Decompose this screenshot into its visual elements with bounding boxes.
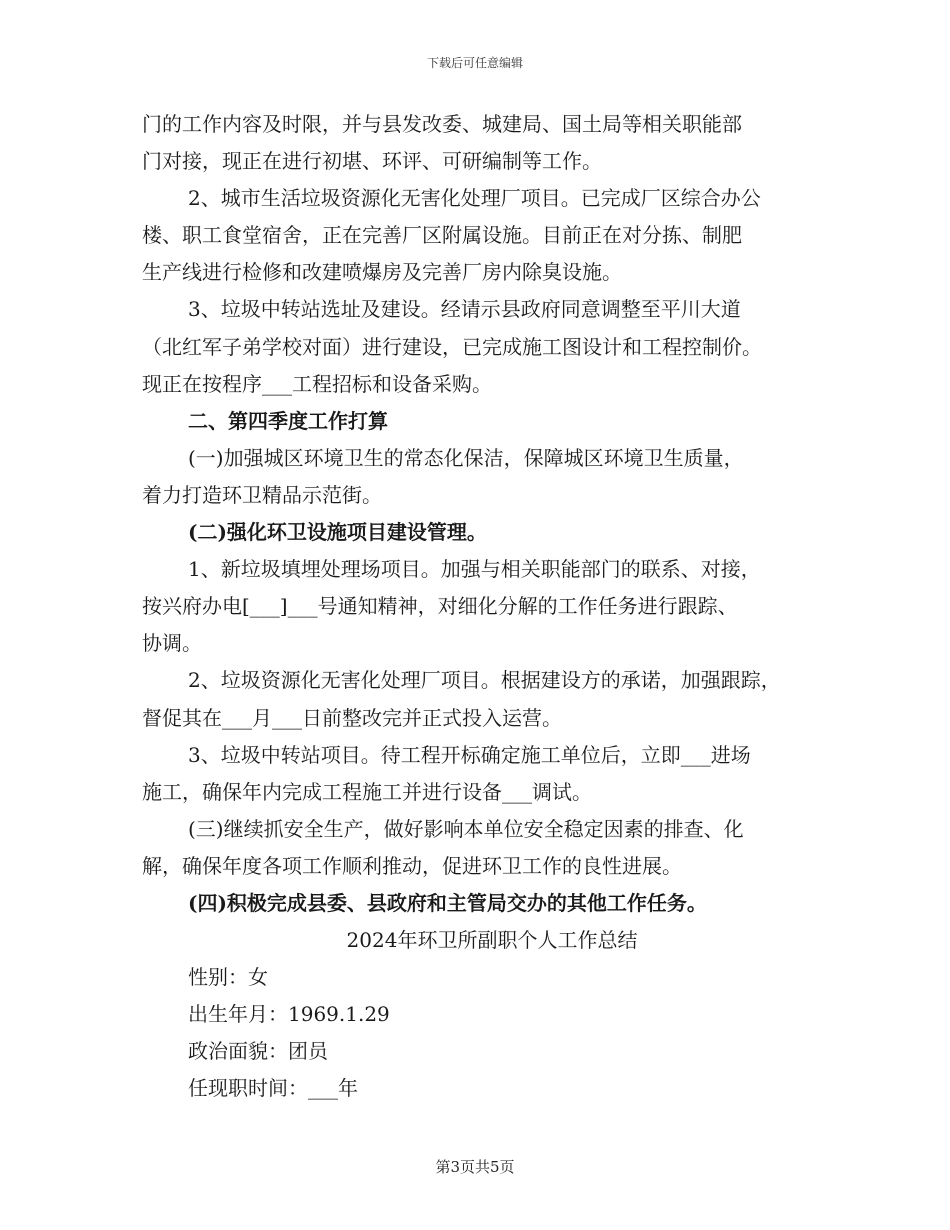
subsection-heading: (四)积极完成县委、县政府和主管局交办的其他工作任务。 bbox=[188, 890, 707, 915]
text-line: (三)继续抓安全生产，做好影响本单位安全稳定因素的排查、化 bbox=[188, 816, 744, 841]
header-note: 下载后可任意编辑 bbox=[426, 56, 523, 70]
info-line: 出生年月：1969.1.29 bbox=[188, 1002, 390, 1027]
text-line: 楼、职工食堂宿舍，正在完善厂区附属设施。目前正在对分拣、制肥 bbox=[142, 223, 742, 248]
text-line: 门对接，现正在进行初堪、环评、可研编制等工作。 bbox=[142, 149, 602, 174]
text-line: 协调。 bbox=[142, 631, 202, 656]
text-line: 门的工作内容及时限，并与县发改委、城建局、国土局等相关职能部 bbox=[142, 112, 742, 136]
text-line: 解，确保年度各项工作顺利推动，促进环卫工作的良性进展。 bbox=[142, 853, 682, 878]
section-heading: 二、第四季度工作打算 bbox=[188, 408, 388, 433]
text-line: 督促其在___月___日前整改完并正式投入运营。 bbox=[142, 705, 562, 730]
text-line: （北红军子弟学校对面）进行建设，已完成施工图设计和工程控制价。 bbox=[142, 334, 762, 359]
text-line: (一)加强城区环境卫生的常态化保洁，保障城区环境卫生质量， bbox=[188, 445, 744, 470]
text-line: 着力打造环卫精品示范街。 bbox=[142, 482, 382, 507]
text-line: 现正在按程序___工程招标和设备采购。 bbox=[142, 371, 492, 396]
text-line: 3、垃圾中转站选址及建设。经请示县政府同意调整至平川大道 bbox=[188, 297, 741, 322]
info-line: 政治面貌：团员 bbox=[188, 1039, 328, 1064]
text-line: 按兴府办电[___]___号通知精神，对细化分解的工作任务进行跟踪、 bbox=[142, 594, 738, 619]
info-line: 性别：女 bbox=[188, 965, 268, 990]
info-line: 任现职时间：___年 bbox=[188, 1076, 358, 1101]
page-number: 第3页共5页 bbox=[435, 1158, 515, 1176]
subsection-heading: (二)强化环卫设施项目建设管理。 bbox=[188, 520, 487, 545]
text-line: 3、垃圾中转站项目。待工程开标确定施工单位后，立即___进场 bbox=[188, 742, 751, 767]
document-title: 2024年环卫所副职个人工作总结 bbox=[346, 928, 638, 953]
document-body bbox=[142, 106, 822, 1108]
text-line: 施工，确保年内完成工程施工并进行设备___调试。 bbox=[142, 779, 592, 804]
text-line: 2、垃圾资源化无害化处理厂项目。根据建设方的承诺，加强跟踪， bbox=[188, 668, 781, 693]
text-line: 1、新垃圾填埋处理场项目。加强与相关职能部门的联系、对接， bbox=[188, 557, 761, 582]
text-line: 2、城市生活垃圾资源化无害化处理厂项目。已完成厂区综合办公 bbox=[188, 186, 761, 211]
text-line: 生产线进行检修和改建喷爆房及完善厂房内除臭设施。 bbox=[142, 260, 622, 285]
